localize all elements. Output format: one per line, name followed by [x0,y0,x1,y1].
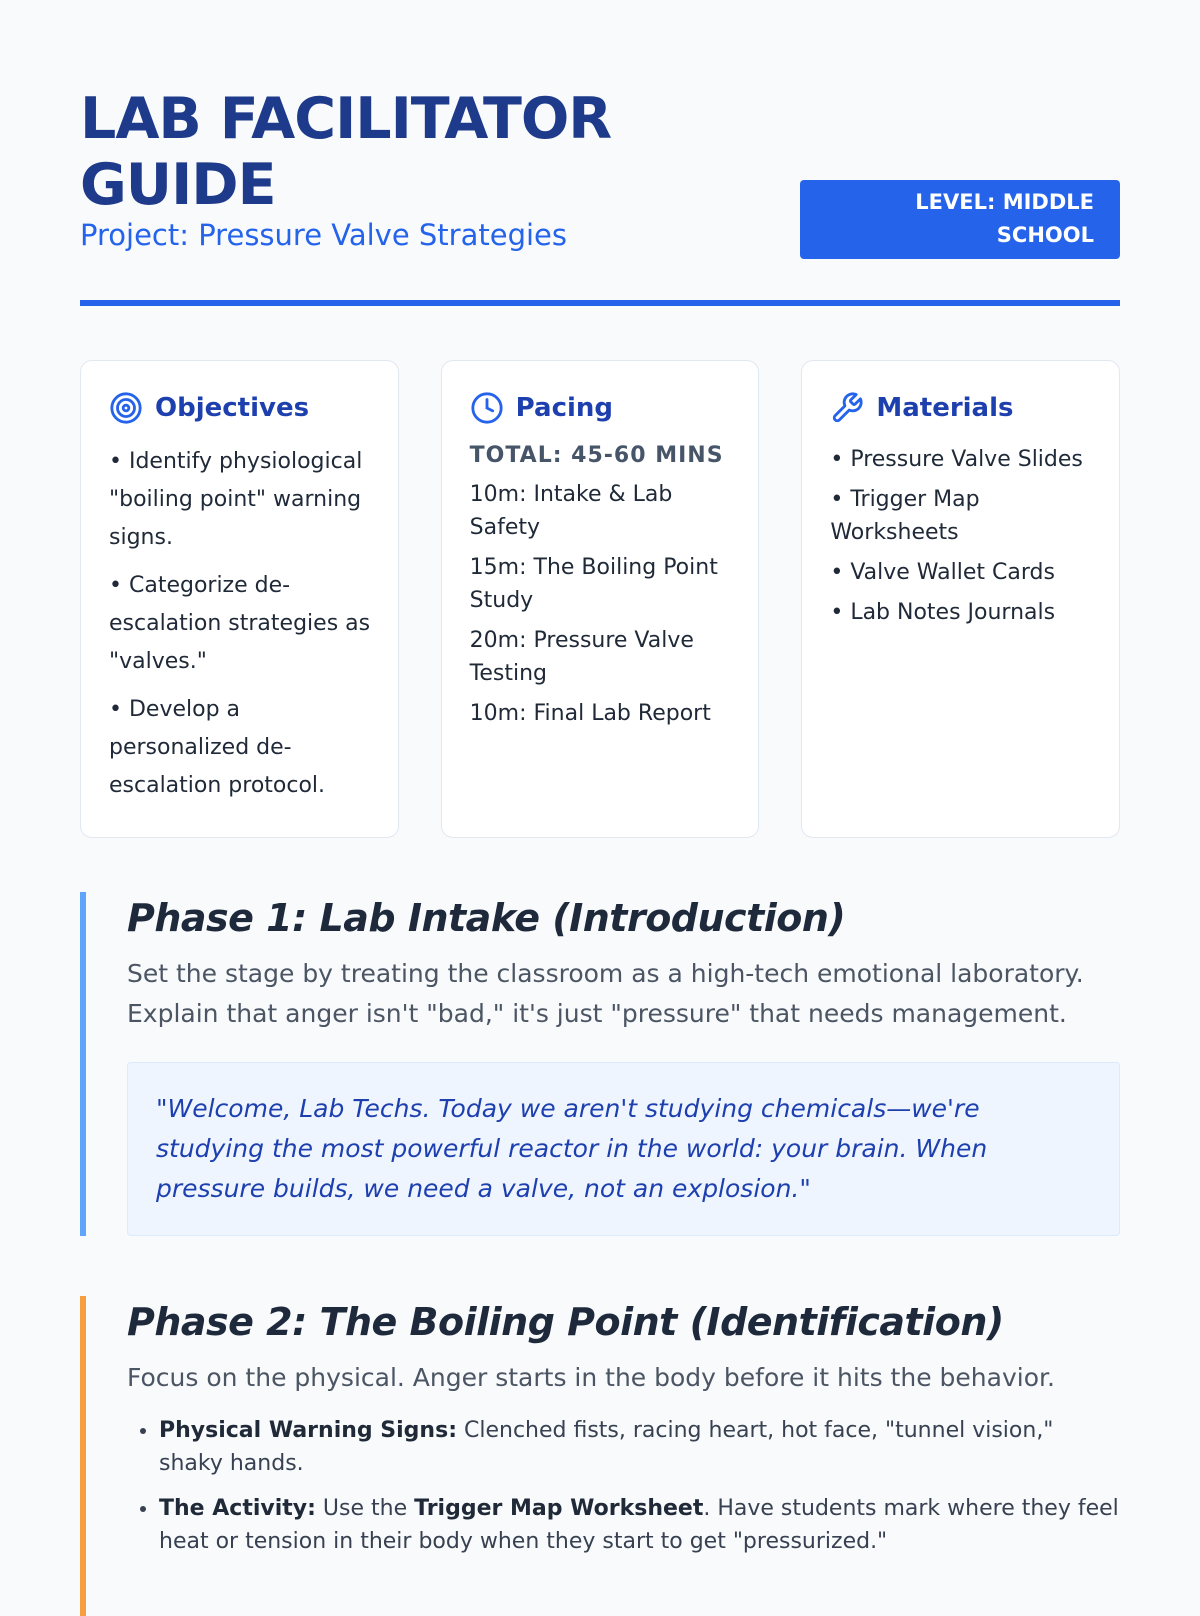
phase-2-title: Phase 2: The Boiling Point (Identification) [127,1300,1004,1344]
materials-card [801,360,1120,838]
materials-card-header [830,391,1093,425]
page-header [80,86,1120,306]
list-item-text: Use the [315,1496,415,1521]
list-item-label: The Activity: [159,1496,316,1521]
clock-icon [470,391,504,425]
material-item: • Pressure Valve Slides [830,447,1083,472]
header-divider [80,300,1120,306]
phase-1-accent-bar [80,892,86,1236]
phase-1-section [80,892,1120,1236]
pacing-card-header [470,391,733,425]
material-item: • Lab Notes Journals [830,600,1056,625]
overview-cards [80,360,1120,838]
page-title: LAB FACILITATOR GUIDE [80,86,612,218]
pacing-item: 15m: The Boiling Point Study [469,555,718,613]
list-item-text: Clenched fists, racing heart, hot face, "tunnel vision," shaky hands. [159,1418,1054,1476]
materials-title: Materials [876,393,1014,423]
pacing-title: Pacing [515,393,614,423]
material-item: • Valve Wallet Cards [830,560,1055,585]
page-subtitle: Project: Pressure Valve Strategies [80,218,567,252]
phase-1-script-quote: "Welcome, Lab Techs. Today we aren't studying chemicals—we're studying the most powerful reactor in the world: your brain. When pressure builds, we need a valve, not an explosion." [127,1062,1120,1236]
pacing-item: 20m: Pressure Valve Testing [469,628,694,686]
list-item-label: Physical Warning Signs: [159,1418,457,1443]
phase-2-list [127,1414,1120,1558]
list-item [159,1414,1120,1480]
list-item [159,1492,1120,1558]
material-item: • Trigger Map Worksheets [830,487,980,545]
phase-2-accent-bar [80,1296,86,1616]
phase-2-intro: Focus on the physical. Anger starts in the body before it hits the behavior. [127,1363,1055,1392]
target-icon [109,391,143,425]
pacing-item: 10m: Intake & Lab Safety [469,482,673,540]
wrench-icon [830,391,864,425]
pacing-card [441,360,760,838]
list-item-text: . Have students mark where they feel heat or tension in their body when they start to get "pressurized." [159,1496,1119,1554]
objective-item: • Identify physiological "boiling point" warning signs. [109,449,363,550]
objectives-card-header [109,391,372,425]
phase-2-section [80,1296,1120,1616]
pacing-item: 10m: Final Lab Report [469,701,711,726]
level-badge: LEVEL: MIDDLE SCHOOL [800,180,1120,259]
phase-1-intro: Set the stage by treating the classroom as a high-tech emotional laboratory. Explain that anger isn't "bad," it's just "pressure" that needs management. [127,959,1084,1028]
objectives-card [80,360,399,838]
list-item-emphasis: Trigger Map Worksheet [414,1496,704,1521]
pacing-total: TOTAL: 45-60 MINS [469,443,724,468]
objectives-title: Objectives [155,393,310,423]
objective-item: • Develop a personalized de-escalation protocol. [109,697,326,798]
phase-1-title: Phase 1: Lab Intake (Introduction) [127,896,846,940]
objective-item: • Categorize de-escalation strategies as "valves." [109,573,371,674]
